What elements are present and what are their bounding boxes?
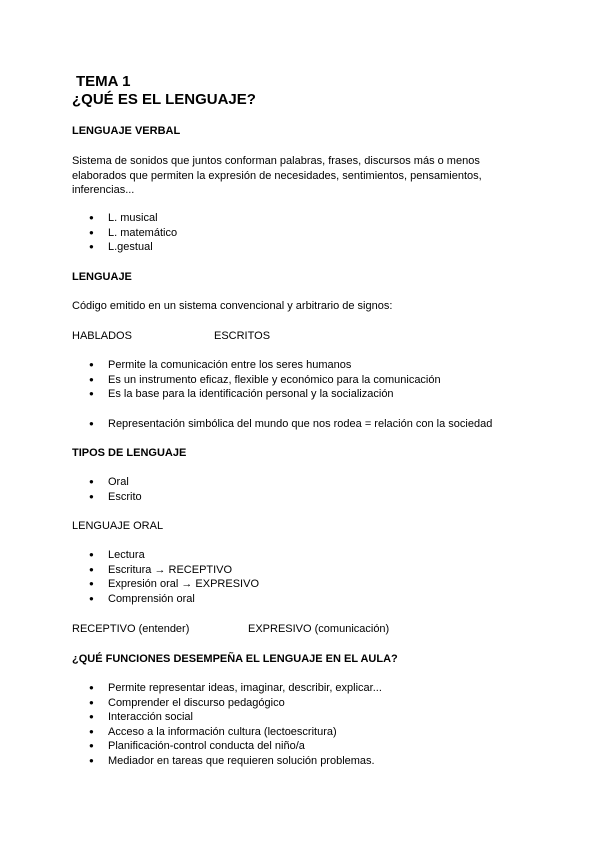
paragraph-lenguaje-verbal: Sistema de sonidos que juntos conforman palabras, frases, discursos más o menos elaborados que permiten la expresión de necesidades, sentimientos, pensamientos, inferencias... bbox=[72, 155, 482, 196]
bullet-icon: ● bbox=[89, 374, 94, 384]
label-expresivo: EXPRESIVO (comunicación) bbox=[248, 623, 390, 635]
list-lenguaje-oral bbox=[72, 548, 259, 606]
label-escritos: ESCRITOS bbox=[214, 330, 271, 342]
document-title-question: ¿QUÉ ES EL LENGUAJE? bbox=[72, 91, 256, 108]
bullet-icon: ● bbox=[89, 550, 94, 559]
list-item: ● Escrito bbox=[89, 490, 142, 503]
list-item: ● Comprensión oral bbox=[89, 592, 195, 605]
bullet-icon: ● bbox=[89, 491, 94, 501]
list-lenguaje-verbal bbox=[72, 211, 177, 255]
bullet-icon: ● bbox=[89, 755, 94, 765]
bullet-icon: ● bbox=[89, 227, 94, 237]
heading-lenguaje: LENGUAJE bbox=[72, 271, 132, 283]
bullet-icon: ● bbox=[89, 213, 94, 222]
heading-lenguaje-verbal: LENGUAJE VERBAL bbox=[72, 125, 181, 137]
list-item: ● Escritura → RECEPTIVO bbox=[89, 563, 233, 576]
list-item: ● Expresión oral → EXPRESIVO bbox=[89, 578, 260, 591]
list-item: ● Mediador en tareas que requieren solución problemas. bbox=[89, 754, 375, 767]
bullet-icon: ● bbox=[89, 477, 94, 486]
hablados-escritos-row bbox=[72, 329, 271, 343]
list-item: ● Comprender el discurso pedagógico bbox=[89, 696, 285, 709]
bullet-icon: ● bbox=[89, 564, 94, 574]
list-item: ● Acceso a la información cultura (lectoescritura) bbox=[89, 725, 337, 738]
heading-lenguaje-oral: LENGUAJE ORAL bbox=[72, 520, 164, 532]
bullet-icon: ● bbox=[89, 683, 94, 692]
list-item: ● Oral bbox=[89, 476, 129, 488]
list-item: ● Planificación-control conducta del niño/a bbox=[89, 740, 305, 753]
bullet-icon: ● bbox=[89, 419, 94, 428]
heading-tipos-de-lenguaje: TIPOS DE LENGUAJE bbox=[72, 447, 187, 459]
list-item: ● Es la base para la identificación personal y la socialización bbox=[89, 388, 394, 401]
bullet-icon: ● bbox=[89, 360, 94, 369]
bullet-icon: ● bbox=[89, 726, 94, 736]
list-item: ● Permite representar ideas, imaginar, describir, explicar... bbox=[89, 682, 382, 694]
bullet-icon: ● bbox=[89, 697, 94, 707]
list-funciones bbox=[72, 681, 382, 769]
list-item: ● Permite la comunicación entre los seres humanos bbox=[89, 359, 352, 371]
bullet-icon: ● bbox=[89, 712, 94, 722]
document-title-topic: TEMA 1 bbox=[76, 73, 131, 90]
label-receptivo: RECEPTIVO (entender) bbox=[72, 623, 190, 635]
heading-funciones: ¿QUÉ FUNCIONES DESEMPEÑA EL LENGUAJE EN EL AULA? bbox=[72, 653, 398, 665]
receptivo-expresivo-row bbox=[72, 622, 390, 636]
list-item: ● Lectura bbox=[89, 549, 145, 561]
list-item: ● Representación simbólica del mundo que nos rodea = relación con la sociedad bbox=[89, 418, 493, 430]
list-item: ● Interacción social bbox=[89, 711, 193, 724]
list-item: ● L. matemático bbox=[89, 226, 178, 239]
list-item: ● L. musical bbox=[89, 212, 158, 224]
list-item: ● L.gestual bbox=[89, 241, 153, 254]
bullet-icon: ● bbox=[89, 741, 94, 751]
paragraph-lenguaje: Código emitido en un sistema convencional y arbitrario de signos: bbox=[72, 300, 393, 312]
label-hablados: HABLADOS bbox=[72, 330, 132, 342]
bullet-icon: ● bbox=[89, 242, 94, 252]
bullet-icon: ● bbox=[89, 389, 94, 399]
list-item: ● Es un instrumento eficaz, flexible y económico para la comunicación bbox=[89, 373, 441, 386]
list-lenguaje-extra bbox=[72, 417, 492, 432]
list-lenguaje bbox=[72, 358, 441, 402]
bullet-icon: ● bbox=[89, 579, 94, 589]
bullet-icon: ● bbox=[89, 593, 94, 603]
list-tipos bbox=[72, 475, 142, 504]
